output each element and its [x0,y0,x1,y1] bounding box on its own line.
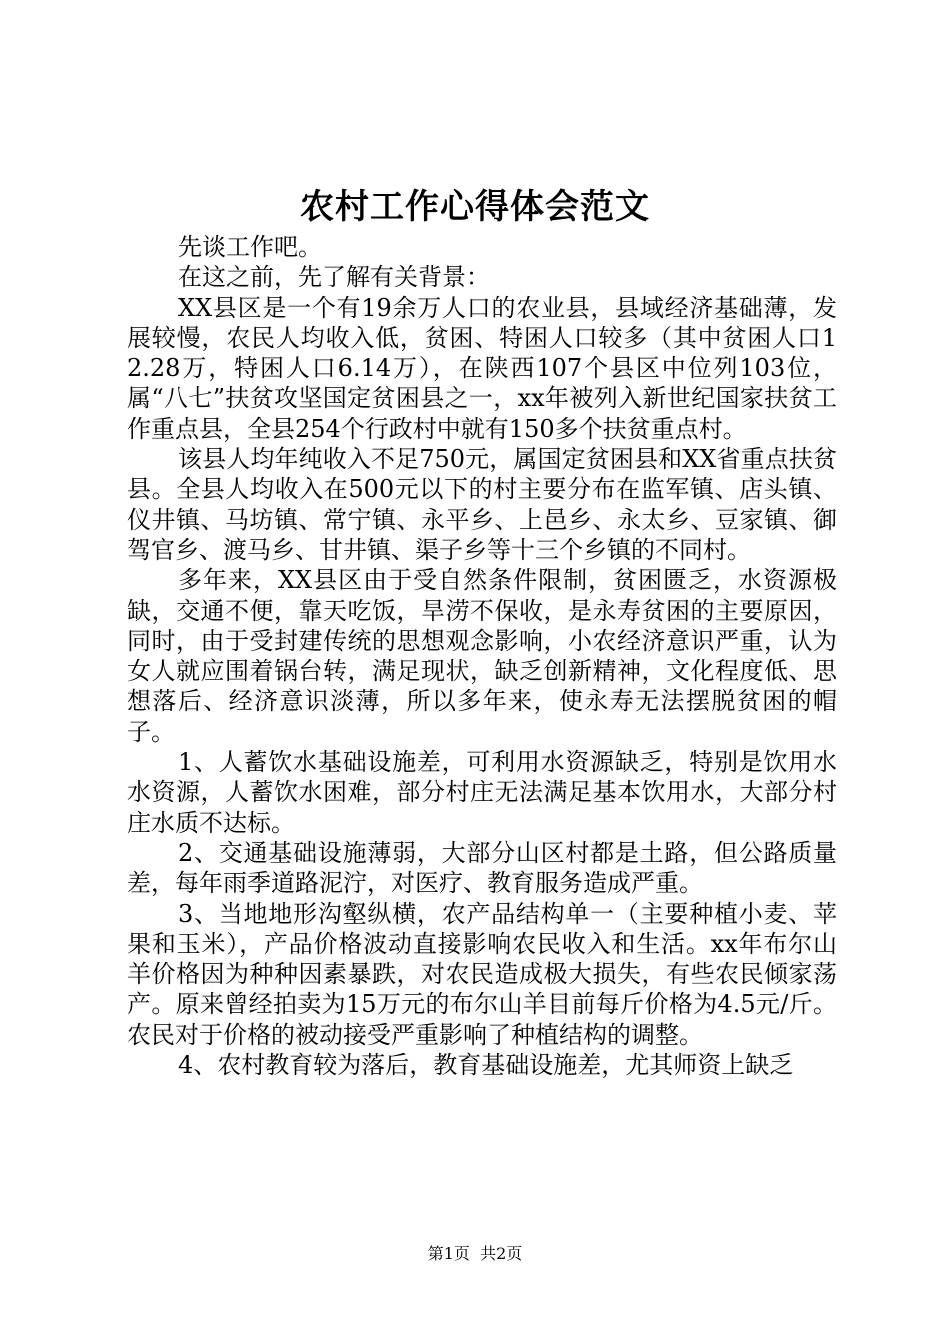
paragraph: 在这之前，先了解有关背景： [178,263,490,292]
paragraph: XX县区是一个有19余万人口的农业县，县域经济基础薄，发展较慢，农民人均收入低，贫困、特困人口较多（其中贫困人口12.28万，特困人口6.14万），在陕西107个县区中位列103位，属“八七”扶贫攻坚国定贫困县之一，xx年被列入新世纪国家扶贫工作重点县，全县254个行政村中就有150多个扶贫重点村。 [127,293,837,443]
paragraph: 该县人均年纯收入不足750元，属国定贫困县和XX省重点扶贫县。全县人均收入在500元以下的村主要分布在监军镇、店头镇、仪井镇、马坊镇、常宁镇、永平乡、上邑乡、永太乡、豆家镇、御驾官乡、渡马乡、甘井镇、渠子乡等十三个乡镇的不同村。 [127,445,837,564]
paragraph: 4、农村教育较为落后，教育基础设施差，尤其师资上缺乏 [178,1051,794,1080]
document-title: 农村工作心得体会范文 [300,187,650,227]
paragraph: 多年来，XX县区由于受自然条件限制，贫困匮乏，水资源极缺，交通不便，靠天吃饭，旱涝不保收，是永寿贫困的主要原因，同时，由于受封建传统的思想观念影响，小农经济意识严重，认为女人就应围着锅台转，满足现状，缺乏创新精神，文化程度低、思想落后、经济意识淡薄，所以多年来，使永寿无法摆脱贫困的帽子。 [127,566,837,746]
paragraph: 1、人蓄饮水基础设施差，可利用水资源缺乏，特别是饮用水水资源，人蓄饮水困难，部分村庄无法满足基本饮用水，大部分村庄水质不达标。 [127,748,837,837]
paragraph: 2、交通基础设施薄弱，大部分山区村都是土路，但公路质量差，每年雨季道路泥泞，对医疗、教育服务造成严重。 [127,838,837,898]
page-number: 第1页 [427,1244,470,1263]
document-body [127,232,837,1080]
page-total: 共2页 [480,1244,523,1263]
page-footer [0,1243,950,1265]
paragraph: 先谈工作吧。 [178,233,322,261]
paragraph: 3、当地地形沟壑纵横，农产品结构单一（主要种植小麦、苹果和玉米），产品价格波动直接影响农民收入和生活。xx年布尔山羊价格因为种种因素暴跌，对农民造成极大损失，有些农民倾家荡产。原来曾经拍卖为15万元的布尔山羊目前每斤价格为4.5元/斤。农民对于价格的被动接受严重影响了种植结构的调整。 [127,899,837,1049]
